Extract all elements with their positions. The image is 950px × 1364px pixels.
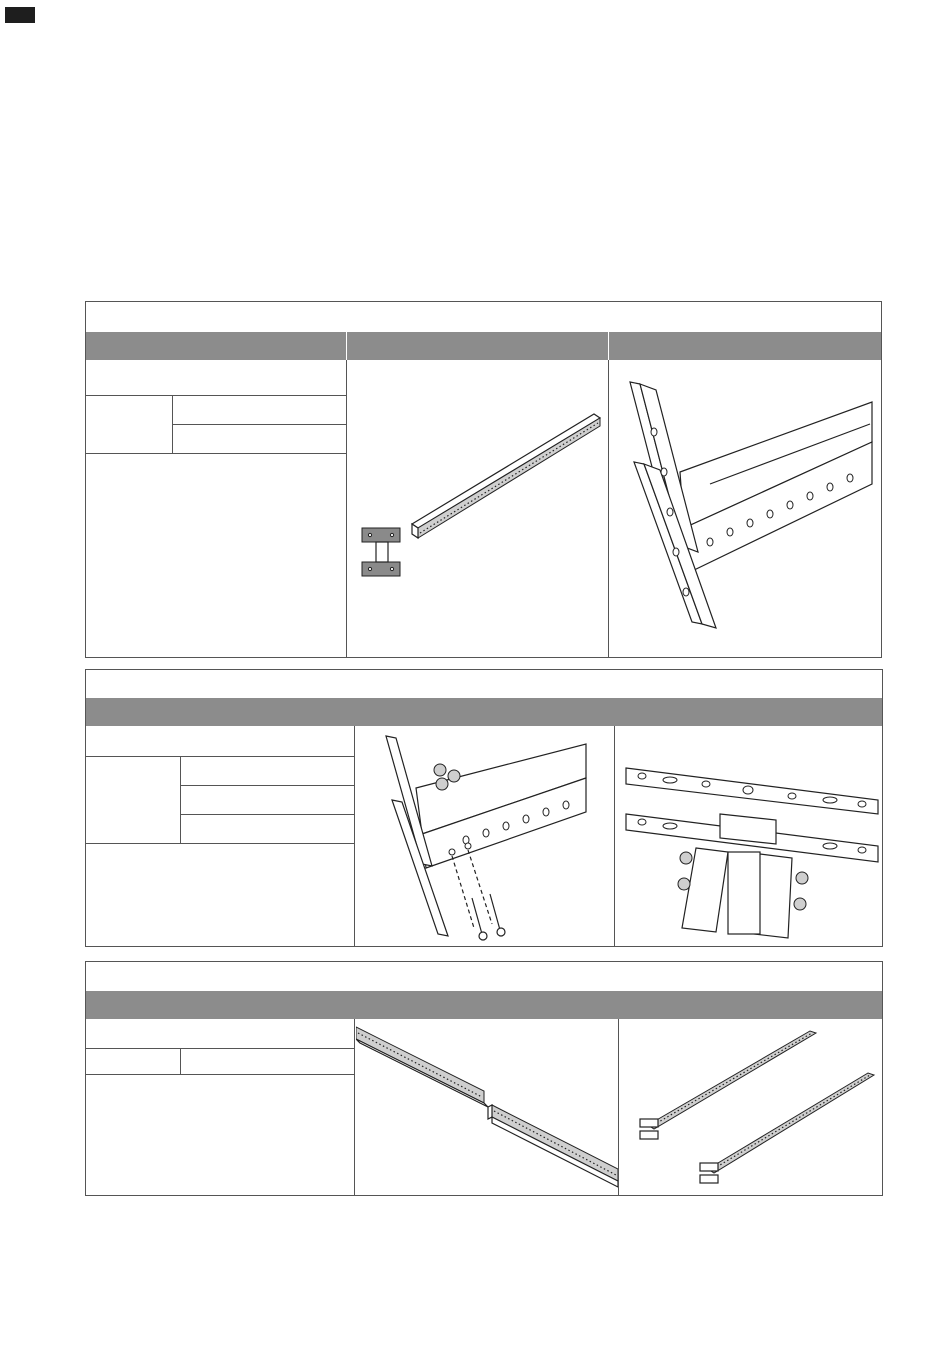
section-2-title-row [86,670,882,699]
section-1-row-line [86,395,346,396]
section-3-title-row [86,962,882,992]
section-1-title-row [86,302,881,333]
splice-plate-mounted-on-rail-illustration [610,362,880,656]
section-3-header-bar [86,991,882,1019]
rail-and-splice-plates-illustration [348,362,606,656]
section-2-panel [85,669,883,947]
section-1-header-bar [86,332,881,360]
bolted-plate-assembly-illustration [616,728,882,946]
section-2-header-bar [86,698,882,726]
rail-joining-illustration [356,1021,618,1195]
page-tab-marker [5,7,35,23]
section-1-panel [85,301,882,658]
section-1-row-line [86,453,346,454]
section-3-panel [85,961,883,1196]
bolts-and-washers-insertion-illustration [356,728,612,946]
two-assembled-rails-illustration [620,1021,882,1195]
